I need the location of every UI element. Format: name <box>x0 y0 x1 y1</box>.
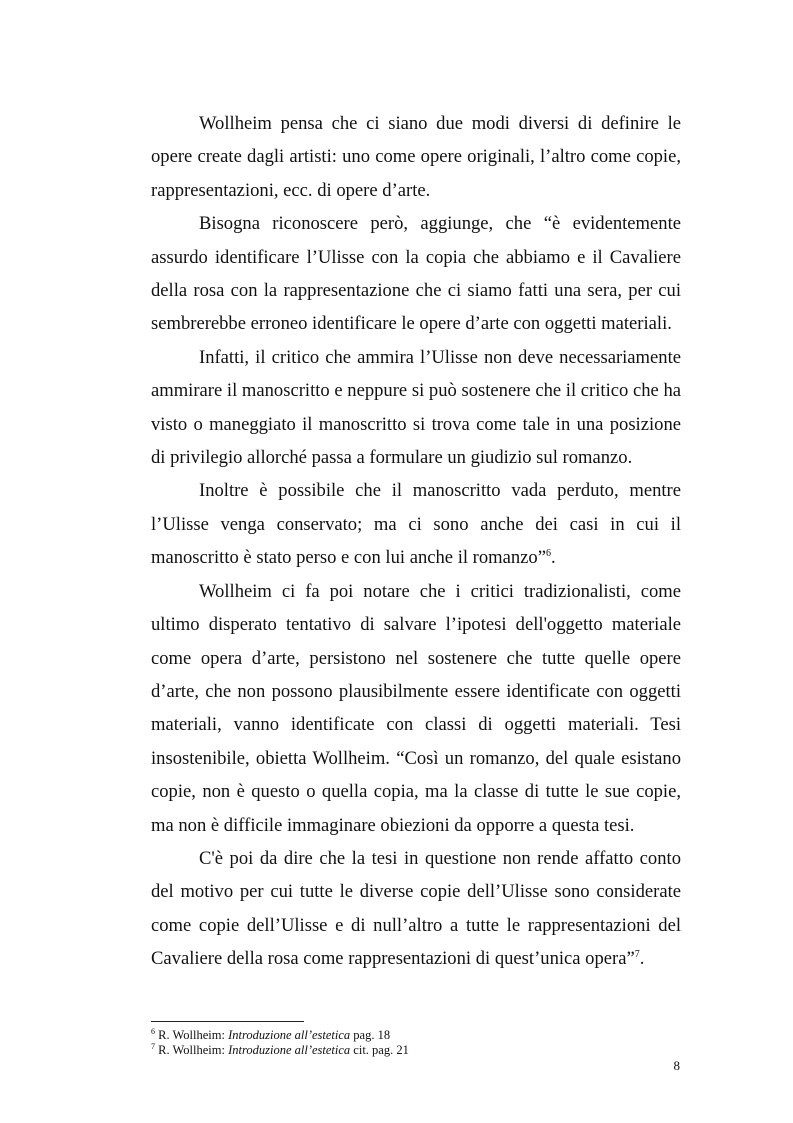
paragraph: Wollheim pensa che ci siano due modi diversi di definire le opere create dagli artisti: uno come opere originali, l’altro come copie, rappresentazioni, ecc. di opere d’arte. <box>151 113 681 201</box>
footnote-divider <box>151 1021 304 1022</box>
footnote-title: Introduzione all’estetica <box>228 1028 351 1042</box>
footnote <box>151 1028 681 1043</box>
paragraph: Bisogna riconoscere però, aggiunge, che “è evidentemente assurdo identificare l’Ulisse con la copia che abbiamo e il Cavaliere della rosa con la rappresentazione che ci siamo fatti una sera, per cui sembrerebbe erroneo identificare le opere d’arte con oggetti materiali. <box>151 213 681 335</box>
footnote-title: Introduzione all’estetica <box>228 1043 351 1057</box>
footnote-author: R. Wollheim: <box>158 1043 229 1057</box>
page-number: 8 <box>673 1058 680 1073</box>
footnote-author: R. Wollheim: <box>158 1028 229 1042</box>
paragraph: Wollheim ci fa poi notare che i critici tradizionalisti, come ultimo disperato tentativo di salvare l’ipotesi dell'oggetto materiale come opera d’arte, persistono nel sostenere che tutte quelle opere d’arte, che non possono plausibilmente essere identificate con oggetti materiali, vanno identificate con classi di oggetti materiali. Tesi insostenibile, obietta Wollheim. “Così un romanzo, del quale esistano copie, non è questo o quella copia, ma la classe di tutte le sue copie, ma non è difficile immaginare obiezioni da opporre a questa tesi. <box>151 580 681 836</box>
footnote-ref[interactable]: 7 <box>634 948 640 960</box>
footnote-rest: pag. 18 <box>350 1028 391 1042</box>
footnote-ref[interactable]: 6 <box>545 548 551 560</box>
paragraph: Infatti, il critico che ammira l’Ulisse non deve necessariamente ammirare il manoscritto e neppure si può sostenere che il critico che ha visto o maneggiato il manoscritto si trova come tale in una posizione di privilegio allorché passa a formulare un giudizio sul romanzo. <box>151 346 681 469</box>
footnote <box>151 1043 681 1058</box>
footnote-number: 6 <box>151 1026 155 1036</box>
footnote-rest: cit. pag. 21 <box>350 1043 409 1057</box>
paragraph: Inoltre è possibile che il manoscritto vada perduto, mentre l’Ulisse venga conservato; ma ci sono anche dei casi in cui il manoscritto è stato perso e con lui anche il romanzo”$^6$. <box>151 480 681 569</box>
paragraph: C'è poi da dire che la tesi in questione non rende affatto conto del motivo per cui tutte le diverse copie dell’Ulisse sono considerate come copie dell’Ulisse e di null’altro a tutte le rappresentazioni del Cavaliere della rosa come rappresentazioni di quest’unica opera”$^7$. <box>151 847 681 970</box>
footnote-number: 7 <box>151 1041 155 1051</box>
footnotes <box>151 1028 681 1058</box>
body-text <box>151 107 681 976</box>
